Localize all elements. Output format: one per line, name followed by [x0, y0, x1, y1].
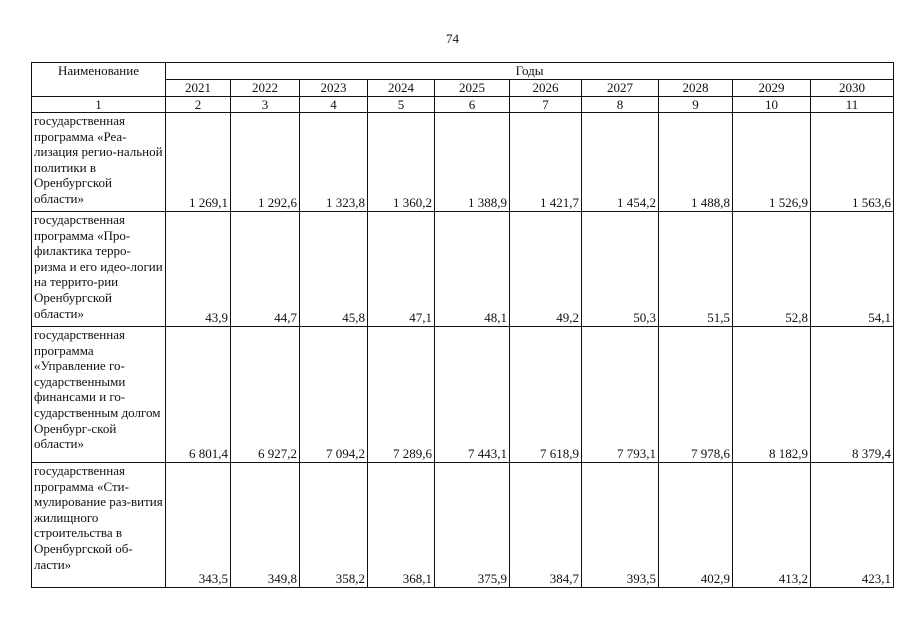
value-cell: 7 289,6	[368, 327, 435, 463]
value-cell: 45,8	[300, 212, 368, 327]
table-row	[32, 212, 894, 327]
year-header: 2025	[435, 80, 510, 97]
value-cell: 7 793,1	[582, 327, 659, 463]
value-cell: 1 563,6	[811, 113, 894, 212]
year-header: 2022	[231, 80, 300, 97]
value-cell: 43,9	[166, 212, 231, 327]
year-header: 2028	[659, 80, 733, 97]
value-cell: 54,1	[811, 212, 894, 327]
value-cell: 358,2	[300, 463, 368, 588]
value-cell: 48,1	[435, 212, 510, 327]
value-cell: 8 379,4	[811, 327, 894, 463]
value-cell: 375,9	[435, 463, 510, 588]
program-name: государственная программа «Сти-мулирование раз-вития жилищного строительства в Оренбургской об-ласти»	[32, 463, 166, 588]
value-cell: 1 526,9	[733, 113, 811, 212]
column-number: 7	[510, 97, 582, 113]
value-cell: 1 269,1	[166, 113, 231, 212]
value-cell: 49,2	[510, 212, 582, 327]
value-cell: 7 094,2	[300, 327, 368, 463]
value-cell: 8 182,9	[733, 327, 811, 463]
program-name: государственная программа «Управление го-сударственными финансами и го-сударственным долгом Оренбург-ской области»	[32, 327, 166, 463]
value-cell: 1 292,6	[231, 113, 300, 212]
year-header: 2026	[510, 80, 582, 97]
value-cell: 6 927,2	[231, 327, 300, 463]
value-cell: 343,5	[166, 463, 231, 588]
year-header: 2024	[368, 80, 435, 97]
column-number: 1	[32, 97, 166, 113]
column-number: 8	[582, 97, 659, 113]
year-header: 2030	[811, 80, 894, 97]
page-number: 74	[446, 31, 459, 46]
name-column-header: Наименование	[32, 63, 166, 97]
value-cell: 413,2	[733, 463, 811, 588]
table-row	[32, 113, 894, 212]
column-number: 4	[300, 97, 368, 113]
column-number: 5	[368, 97, 435, 113]
value-cell: 51,5	[659, 212, 733, 327]
column-number: 9	[659, 97, 733, 113]
value-cell: 44,7	[231, 212, 300, 327]
value-cell: 7 978,6	[659, 327, 733, 463]
value-cell: 7 443,1	[435, 327, 510, 463]
year-header: 2029	[733, 80, 811, 97]
value-cell: 52,8	[733, 212, 811, 327]
table-row	[32, 327, 894, 463]
value-cell: 1 360,2	[368, 113, 435, 212]
value-cell: 1 388,9	[435, 113, 510, 212]
column-number: 2	[166, 97, 231, 113]
value-cell: 1 323,8	[300, 113, 368, 212]
column-number-row	[32, 97, 894, 113]
value-cell: 349,8	[231, 463, 300, 588]
column-number: 6	[435, 97, 510, 113]
value-cell: 47,1	[368, 212, 435, 327]
year-header: 2023	[300, 80, 368, 97]
value-cell: 368,1	[368, 463, 435, 588]
value-cell: 423,1	[811, 463, 894, 588]
year-header: 2027	[582, 80, 659, 97]
value-cell: 1 421,7	[510, 113, 582, 212]
years-group-header: Годы	[166, 63, 894, 80]
budget-table	[31, 62, 894, 588]
year-header: 2021	[166, 80, 231, 97]
value-cell: 1 454,2	[582, 113, 659, 212]
table-row	[32, 463, 894, 588]
program-name: государственная программа «Про-филактика терро-ризма и его идео-логии на террито-рии Оренбургской области»	[32, 212, 166, 327]
value-cell: 402,9	[659, 463, 733, 588]
column-number: 3	[231, 97, 300, 113]
value-cell: 393,5	[582, 463, 659, 588]
value-cell: 50,3	[582, 212, 659, 327]
column-number: 11	[811, 97, 894, 113]
header-row-top	[32, 63, 894, 80]
value-cell: 7 618,9	[510, 327, 582, 463]
value-cell: 384,7	[510, 463, 582, 588]
value-cell: 6 801,4	[166, 327, 231, 463]
program-name: государственная программа «Реа-лизация регио-нальной политики в Оренбургской области»	[32, 113, 166, 212]
value-cell: 1 488,8	[659, 113, 733, 212]
column-number: 10	[733, 97, 811, 113]
